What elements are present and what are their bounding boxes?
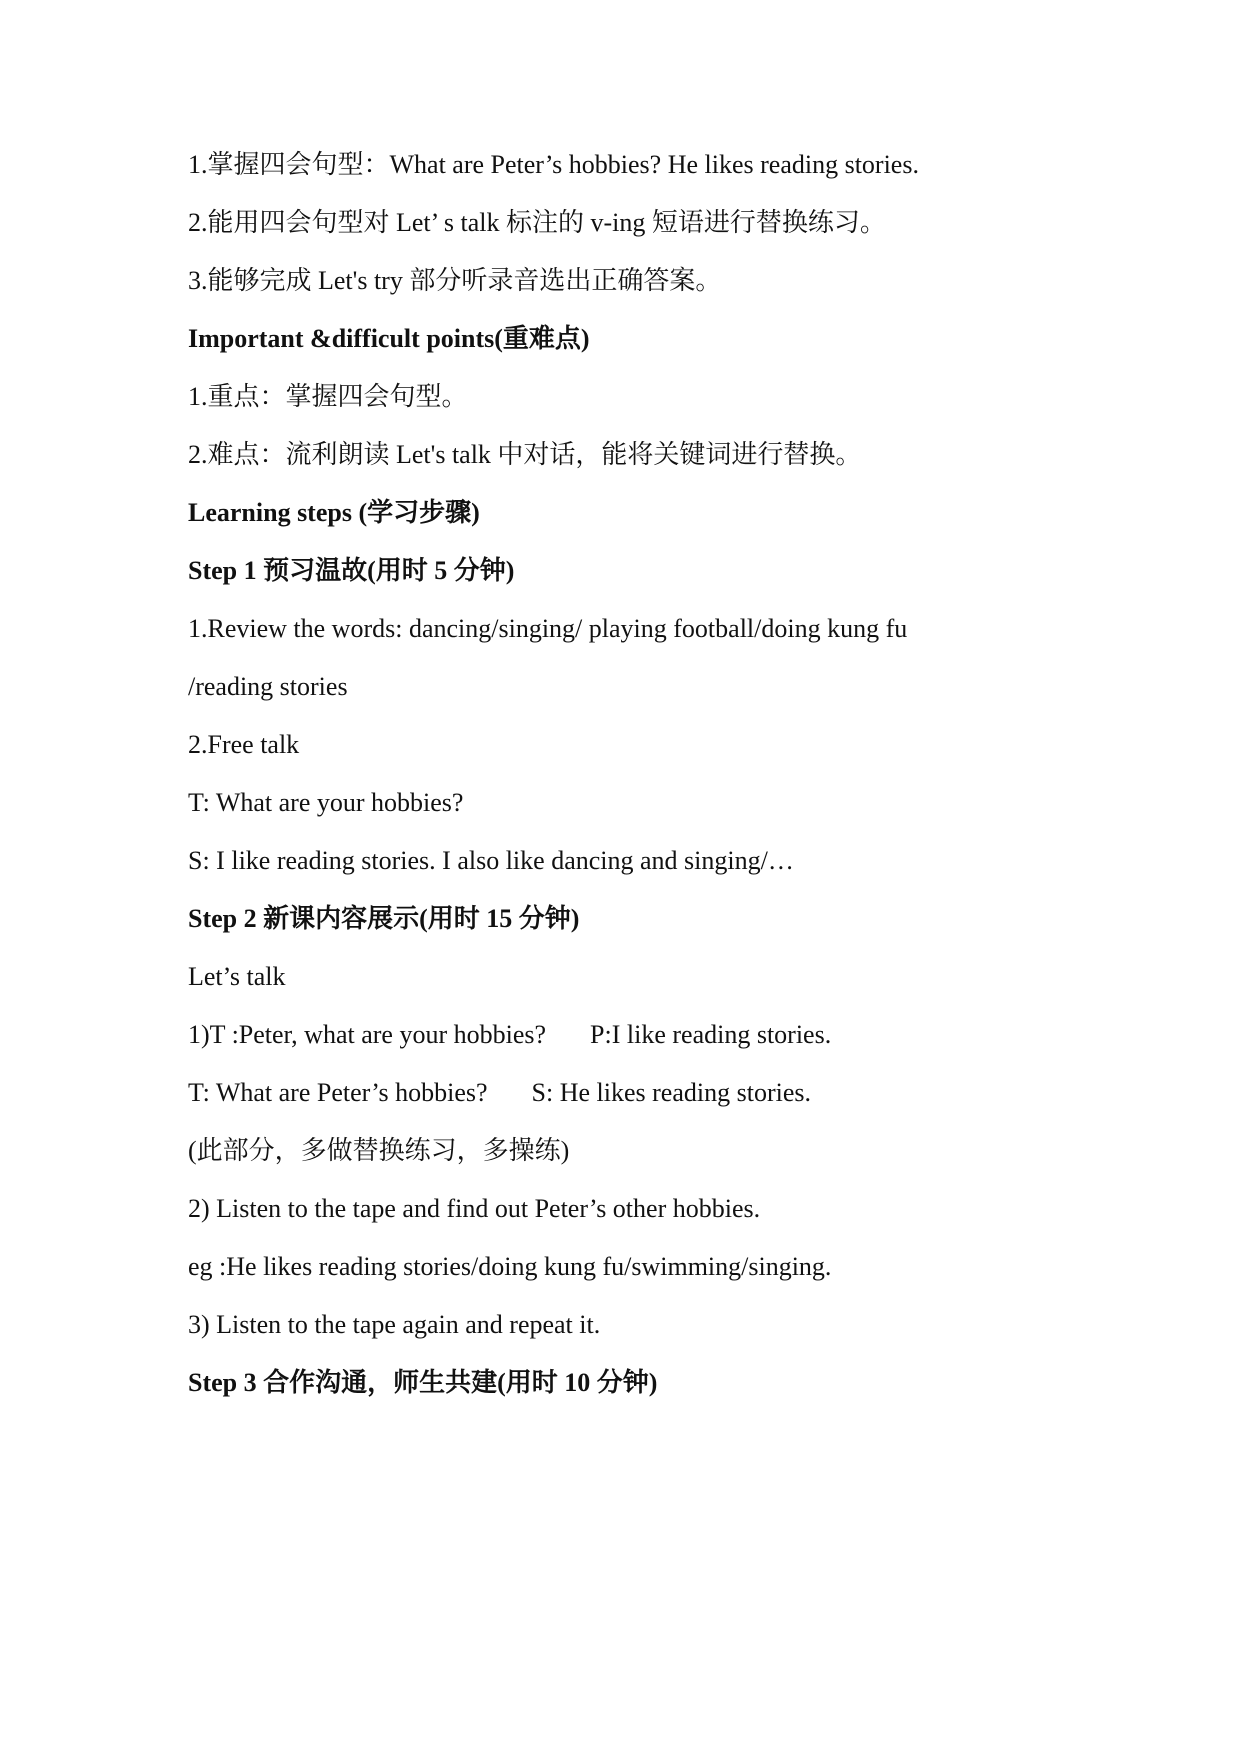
step-3-heading: Step 3 合作沟通，师生共建(用时 10 分钟) xyxy=(188,1368,658,1397)
step-1-review-line-1: 1.Review the words: dancing/singing/ playing football/doing kung fu xyxy=(188,614,908,643)
step-1-heading: Step 1 预习温故(用时 5 分钟) xyxy=(188,556,515,585)
step-1-teacher-question: T: What are your hobbies? xyxy=(188,788,464,817)
learning-steps-heading: Learning steps (学习步骤) xyxy=(188,498,480,527)
listen-instruction: 2) Listen to the tape and find out Peter’s other hobbies. xyxy=(188,1194,761,1223)
dialogue-row-1 xyxy=(188,1018,831,1052)
dialogue-1-peter: P:I like reading stories. xyxy=(590,1020,832,1049)
lets-talk-label: Let’s talk xyxy=(188,962,286,991)
important-points-heading: Important &difficult points(重难点) xyxy=(188,324,590,353)
objective-2: 2.能用四会句型对 Let’ s talk 标注的 v-ing 短语进行替换练习。 xyxy=(188,208,886,237)
step-1-review-line-2: /reading stories xyxy=(188,672,348,701)
repeat-instruction: 3) Listen to the tape again and repeat it. xyxy=(188,1310,601,1339)
dialogue-2-student: S: He likes reading stories. xyxy=(531,1078,811,1107)
practice-note: (此部分，多做替换练习，多操练) xyxy=(188,1136,570,1165)
key-point: 1.重点：掌握四会句型。 xyxy=(188,382,468,411)
dialogue-row-2 xyxy=(188,1076,811,1110)
objective-1: 1.掌握四会句型：What are Peter’s hobbies? He likes reading stories. xyxy=(188,150,919,179)
dialogue-1-teacher: 1)T :Peter, what are your hobbies? xyxy=(188,1020,547,1049)
objective-3: 3.能够完成 Let's try 部分听录音选出正确答案。 xyxy=(188,266,722,295)
difficult-point: 2.难点：流利朗读 Let's talk 中对话，能将关键词进行替换。 xyxy=(188,440,862,469)
example-sentence: eg :He likes reading stories/doing kung fu/swimming/singing. xyxy=(188,1252,832,1281)
step-1-student-answer: S: I like reading stories. I also like dancing and singing/… xyxy=(188,846,794,875)
dialogue-2-teacher: T: What are Peter’s hobbies? xyxy=(188,1078,488,1107)
step-1-free-talk: 2.Free talk xyxy=(188,730,300,759)
step-2-heading: Step 2 新课内容展示(用时 15 分钟) xyxy=(188,904,580,933)
